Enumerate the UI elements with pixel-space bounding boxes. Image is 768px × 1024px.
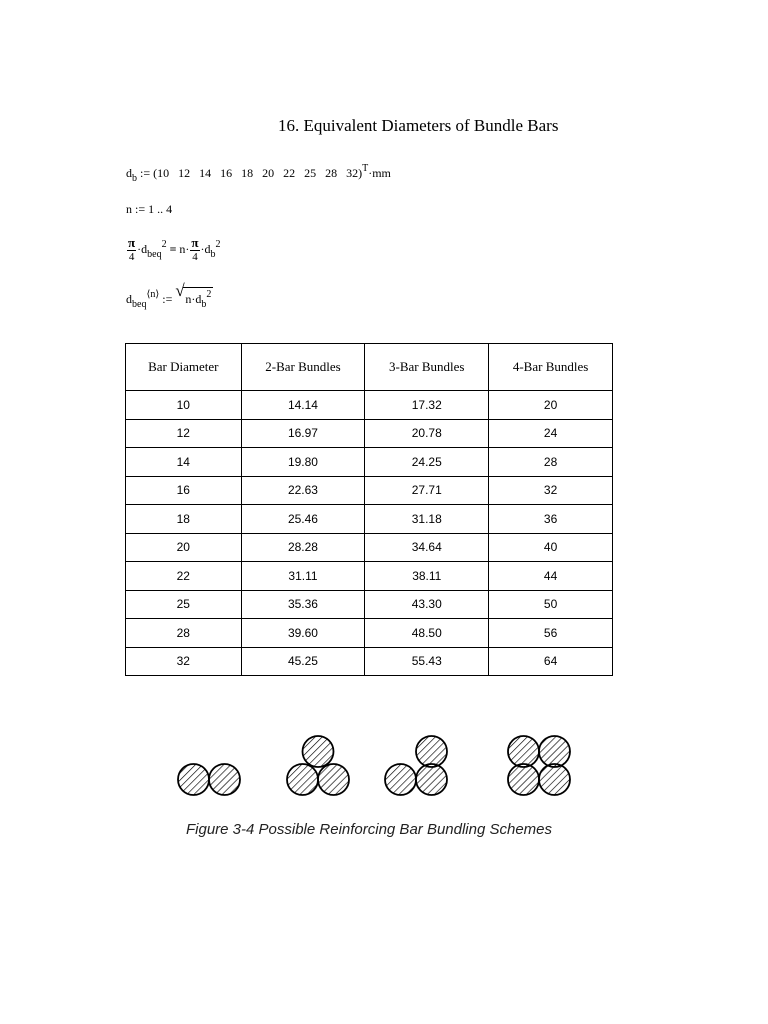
bundle-4-bars-square [508,736,570,795]
table-cell: 20.78 [365,419,489,448]
header-3-bar-bundles: 3-Bar Bundles [365,344,489,391]
rebar-circle [539,736,570,767]
rebar-circle [416,736,447,767]
table-cell: 14 [126,448,242,477]
bundling-schemes-figure [170,726,590,806]
table-cell: 18 [126,505,242,534]
table-cell: 14.14 [241,391,365,420]
table-row [126,476,613,505]
table-cell: 17.32 [365,391,489,420]
table-cell: 22.63 [241,476,365,505]
table-cell: 38.11 [365,562,489,591]
rebar-circle [416,764,447,795]
table-cell: 50 [489,590,613,619]
table-cell: 43.30 [365,590,489,619]
rebar-circle [318,764,349,795]
header-4-bar-bundles: 4-Bar Bundles [489,344,613,391]
table-row [126,505,613,534]
table-cell: 55.43 [365,647,489,676]
pi-over-four: $\frac{\pi}{4}$ [191,235,199,263]
range-definition: n := 1 .. 4 [126,202,173,216]
table-cell: 24.25 [365,448,489,477]
table-cell: 19.80 [241,448,365,477]
rebar-circle [539,764,570,795]
table-cell: 48.50 [365,619,489,648]
figure-caption: Figure 3-4 Possible Reinforcing Bar Bundling Schemes [186,821,553,838]
header-2-bar-bundles: 2-Bar Bundles [241,344,365,391]
bundle-2-bars-side-by-side [178,764,240,795]
bundle-3-bars-l-shape [385,736,447,795]
table-cell: 24 [489,419,613,448]
table-cell: 31.18 [365,505,489,534]
table-row [126,590,613,619]
rebar-circle [209,764,240,795]
table-cell: 39.60 [241,619,365,648]
square-root: √ $n\cdot d_b^2$ [175,281,212,310]
table-row [126,647,613,676]
rebar-circle [385,764,416,795]
table-cell: 22 [126,562,242,591]
table-cell: 45.25 [241,647,365,676]
table-cell: 32 [126,647,242,676]
area-equivalence-equation: $\frac{\pi}{4}$ $\cdot d_{beq}^2 = n\cdot$ $\frac{\pi}{4}$ $\cdot d_b^2$ [128,235,221,263]
header-bar-diameter: Bar Diameter [126,344,242,391]
table-row [126,619,613,648]
table-cell: 16.97 [241,419,365,448]
table-row [126,419,613,448]
rebar-circle [178,764,209,795]
table-cell: 35.36 [241,590,365,619]
table-cell: 34.64 [365,533,489,562]
table-cell: 20 [126,533,242,562]
rebar-circle [508,736,539,767]
table-cell: 64 [489,647,613,676]
rebar-circle [287,764,318,795]
rebar-circle [508,764,539,795]
table-cell: 25.46 [241,505,365,534]
table-row [126,562,613,591]
table-cell: 28 [126,619,242,648]
bundle-diameter-table [125,343,613,676]
table-cell: 36 [489,505,613,534]
table-cell: 16 [126,476,242,505]
table-cell: 44 [489,562,613,591]
table-cell: 28.28 [241,533,365,562]
table-cell: 12 [126,419,242,448]
table-cell: 20 [489,391,613,420]
page-title: 16. Equivalent Diameters of Bundle Bars [278,116,559,135]
table-cell: 56 [489,619,613,648]
table-row [126,448,613,477]
table-cell: 28 [489,448,613,477]
bar-diameter-definition: $d_b$ := (10 12 14 16 18 20 22 25 28 32)$^T$·mm [126,163,391,184]
table-row [126,391,613,420]
table-cell: 31.11 [241,562,365,591]
table-cell: 32 [489,476,613,505]
rebar-circle [303,736,334,767]
table-cell: 27.71 [365,476,489,505]
pi-over-four: $\frac{\pi}{4}$ [128,235,136,263]
table-cell: 40 [489,533,613,562]
table-header-row [126,344,613,391]
table-row [126,533,613,562]
table-cell: 25 [126,590,242,619]
table-cell: 10 [126,391,242,420]
equivalent-diameter-equation: $d_{beq}^{⟨n⟩}$ := √ $n\cdot d_b^2$ [126,281,212,310]
bundle-3-bars-triangle [287,736,349,795]
